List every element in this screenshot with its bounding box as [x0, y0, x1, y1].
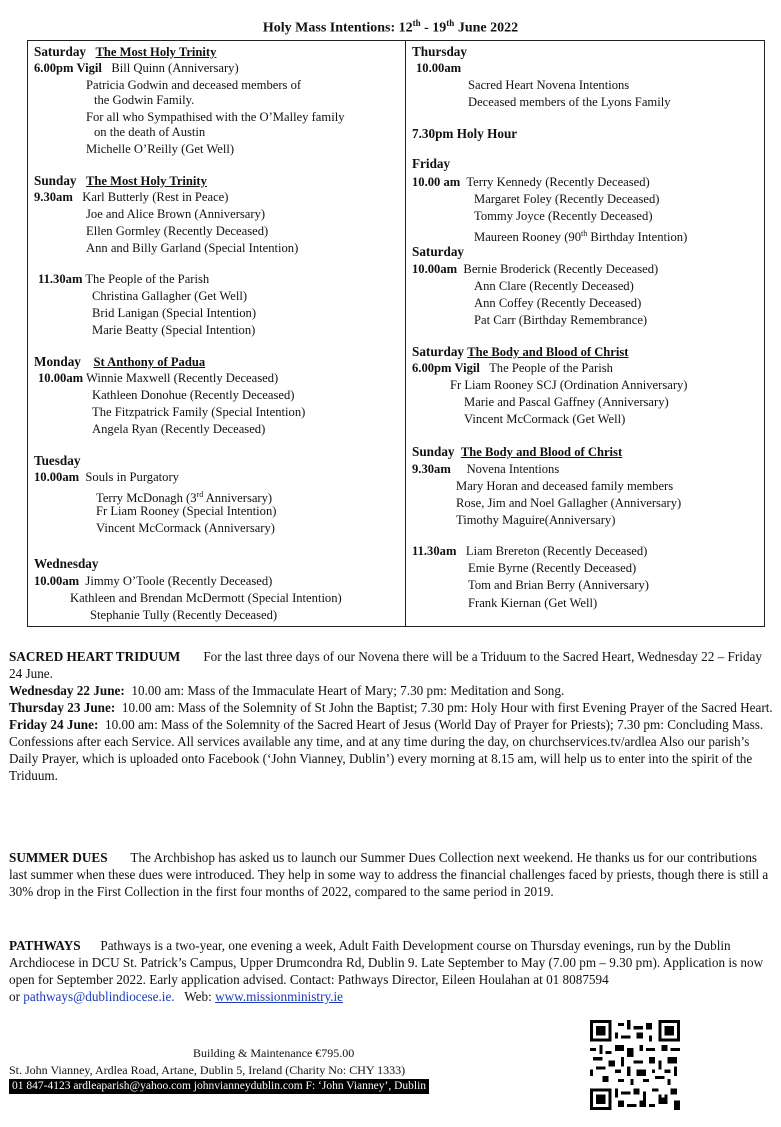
- friday-1000: 10.00 am Terry Kennedy (Recently Deceased): [412, 175, 650, 189]
- intention-line: Emie Byrne (Recently Deceased): [468, 561, 637, 575]
- intention-line: Fr Liam Rooney (Special Intention): [96, 504, 277, 518]
- intention-line: the Godwin Family.: [94, 93, 195, 107]
- triduum-intro: For the last three days of our Novena there will be a Triduum to the Sacred Heart, Wednesday 22 – Friday 24 June.: [9, 649, 762, 681]
- intention-line: Tommy Joyce (Recently Deceased): [474, 209, 653, 223]
- intention-line: Christina Gallagher (Get Well): [92, 289, 248, 303]
- intention-line: Mary Horan and deceased family members: [456, 479, 674, 493]
- saturday-vigil: 6.00pm Vigil Bill Quinn (Anniversary): [34, 61, 239, 75]
- intention-line: Deceased members of the Lyons Family: [468, 95, 671, 109]
- intention-line: Margaret Foley (Recently Deceased): [474, 192, 660, 206]
- saturday-header: Saturday The Most Holy Trinity: [34, 44, 217, 59]
- parish-address: St. John Vianney, Ardlea Road, Artane, Dublin 5, Ireland (Charity No: CHY 1333): [9, 1063, 406, 1077]
- saturday-vigil-header: Saturday The Body and Blood of Christ: [412, 344, 629, 359]
- wednesday-1000: 10.00am Jimmy O’Toole (Recently Deceased): [34, 574, 273, 588]
- holy-hour: 7.30pm Holy Hour: [412, 126, 518, 141]
- intention-line: Patricia Godwin and deceased members of: [86, 78, 302, 92]
- intention-line: Ann Clare (Recently Deceased): [474, 279, 634, 293]
- pathways-email-link[interactable]: pathways@dublindiocese.ie.: [23, 989, 175, 1004]
- sunday-header: Sunday The Body and Blood of Christ: [412, 444, 623, 459]
- contact-bar: 01 847-4123 ardleaparish@yahoo.com johnvianneydublin.com F: ‘John Vianney’, Dublin: [9, 1079, 429, 1094]
- qr-code-icon: [590, 1019, 680, 1111]
- intention-line: Brid Lanigan (Special Intention): [92, 306, 257, 320]
- intention-line: For all who Sympathised with the O’Malley family: [86, 110, 345, 124]
- website-link[interactable]: www.missionministry.ie: [215, 989, 344, 1004]
- triduum-section: SACRED HEART TRIDUUM For the last three days of our Novena there will be a Triduum to the Sacred Heart, Wednesday 22 – Friday 24 June. Wednesday 22 June: 10.00 am: Mass of the Immaculate Heart of Mary; 7.30 pm: Meditation and Song. Thursday 23 June: 10.00 am: Mass of the Solemnity of St John the Baptist; 7.30 pm: Holy Hour with first Evening Prayer of the Sacred Heart. Friday 24 June: 10.00 am: Mass of the Solemnity of the Sacred Heart of Jesus (World Day of Prayer for Priests); 7.30 pm: Concluding Mass. Confessions after each Service. All services available any time, and at any time during the day, on churchservices.tv/ardlea Also our parish’s Daily Prayer, which is uploaded onto Facebook (‘John Vianney, Dublin’) every morning at 8.15 am, will help us to enter into the spirit of the Triduum.: [9, 649, 773, 783]
- intention-line: The Fitzpatrick Family (Special Intention): [92, 405, 306, 419]
- column-divider: [405, 41, 406, 626]
- intention-line: Sacred Heart Novena Intentions: [468, 78, 630, 92]
- intention-line: Angela Ryan (Recently Deceased): [92, 422, 266, 436]
- intention-line: on the death of Austin: [94, 125, 206, 139]
- sunday-930: 9.30am Novena Intentions: [412, 462, 560, 476]
- sunday-1130: 11.30am The People of the Parish: [38, 272, 210, 286]
- monday-1000: 10.00am Winnie Maxwell (Recently Deceased): [38, 371, 279, 385]
- triduum-heading: SACRED HEART TRIDUUM: [9, 649, 181, 664]
- intention-line: Michelle O’Reilly (Get Well): [86, 142, 235, 156]
- intention-line: Ellen Gormley (Recently Deceased): [86, 224, 269, 238]
- intention-line: Vincent McCormack (Get Well): [464, 412, 626, 426]
- intention-line: Timothy Maguire(Anniversary): [456, 513, 616, 527]
- intention-line: Stephanie Tully (Recently Deceased): [90, 608, 278, 622]
- sunday-930: 9.30am Karl Butterly (Rest in Peace): [34, 190, 229, 204]
- intention-line: Kathleen and Brendan McDermott (Special Intention): [70, 591, 342, 605]
- building-fund: Building & Maintenance €795.00: [193, 1046, 355, 1060]
- confessions-text: Confessions after each Service. All services available any time, and at any time during the day, on churchservices.tv/ardlea Also our parish’s Daily Prayer, which is uploaded onto Facebook (‘John Vianney, Dublin’) every morning at 8.15 am, will help us to enter into the spirit of the Triduum.: [9, 734, 753, 783]
- tuesday-1000: 10.00am Souls in Purgatory: [34, 470, 179, 484]
- intention-line: Terry McDonagh (3rd Anniversary): [96, 490, 273, 506]
- intention-line: Maureen Rooney (90th Birthday Intention): [474, 229, 688, 245]
- intention-line: Ann and Billy Garland (Special Intention): [86, 241, 299, 255]
- wednesday-header: Wednesday: [34, 556, 99, 571]
- page-title: Holy Mass Intentions: 12th - 19th June 2022: [262, 18, 519, 36]
- saturday-header: Saturday: [412, 244, 465, 259]
- thursday-time: 10.00am: [416, 61, 462, 75]
- friday-header: Friday: [412, 156, 451, 171]
- tuesday-header: Tuesday: [34, 453, 81, 468]
- pathways-heading: PATHWAYS: [9, 938, 81, 953]
- sunday-header: Sunday The Most Holy Trinity: [34, 173, 207, 188]
- intention-line: Joe and Alice Brown (Anniversary): [86, 207, 266, 221]
- mass-intentions-table: [27, 40, 765, 627]
- sunday-1130: 11.30am Liam Brereton (Recently Deceased): [412, 544, 648, 558]
- saturday-vigil: 6.00pm Vigil The People of the Parish: [412, 361, 613, 375]
- intention-line: Fr Liam Rooney SCJ (Ordination Anniversary): [450, 378, 688, 392]
- saturday-1000: 10.00am Bernie Broderick (Recently Deceased): [412, 262, 659, 276]
- pathways-section: PATHWAYS Pathways is a two-year, one evening a week, Adult Faith Development course on Thursday evenings, run by the Dublin Archdiocese in DCU St. Patrick’s Campus, Upper Drumcondra Rd, Dublin 9. Late September to May (7.00 pm – 9.30 pm). Application is now open for September 2022. Early application advised. Contact: Pathways Director, Eileen Houlahan at 01 8087594 or pathways@dublindiocese.ie. Web: www.missionministry.ie: [9, 938, 764, 1004]
- intention-line: Pat Carr (Birthday Remembrance): [474, 313, 648, 327]
- intention-line: Vincent McCormack (Anniversary): [96, 521, 275, 535]
- dues-heading: SUMMER DUES: [9, 850, 108, 865]
- intention-line: Tom and Brian Berry (Anniversary): [468, 578, 649, 592]
- intention-line: Marie Beatty (Special Intention): [92, 323, 256, 337]
- intention-line: Rose, Jim and Noel Gallagher (Anniversary): [456, 496, 682, 510]
- intention-line: Kathleen Donohue (Recently Deceased): [92, 388, 295, 402]
- intention-line: Marie and Pascal Gaffney (Anniversary): [464, 395, 669, 409]
- summer-dues-section: SUMMER DUES The Archbishop has asked us to launch our Summer Dues Collection next weekend. He thanks us for our contributions last summer when these dues were introduced. They help in some way to address the financial challenges faced by priests, though there is still a 30% drop in the First Collection in the first four months of 2022, compared to the same period in 2019.: [9, 850, 769, 899]
- intention-line: Frank Kiernan (Get Well): [468, 596, 598, 610]
- monday-header: Monday St Anthony of Padua: [34, 354, 206, 369]
- thursday-header: Thursday: [412, 44, 467, 59]
- intention-line: Ann Coffey (Recently Deceased): [474, 296, 642, 310]
